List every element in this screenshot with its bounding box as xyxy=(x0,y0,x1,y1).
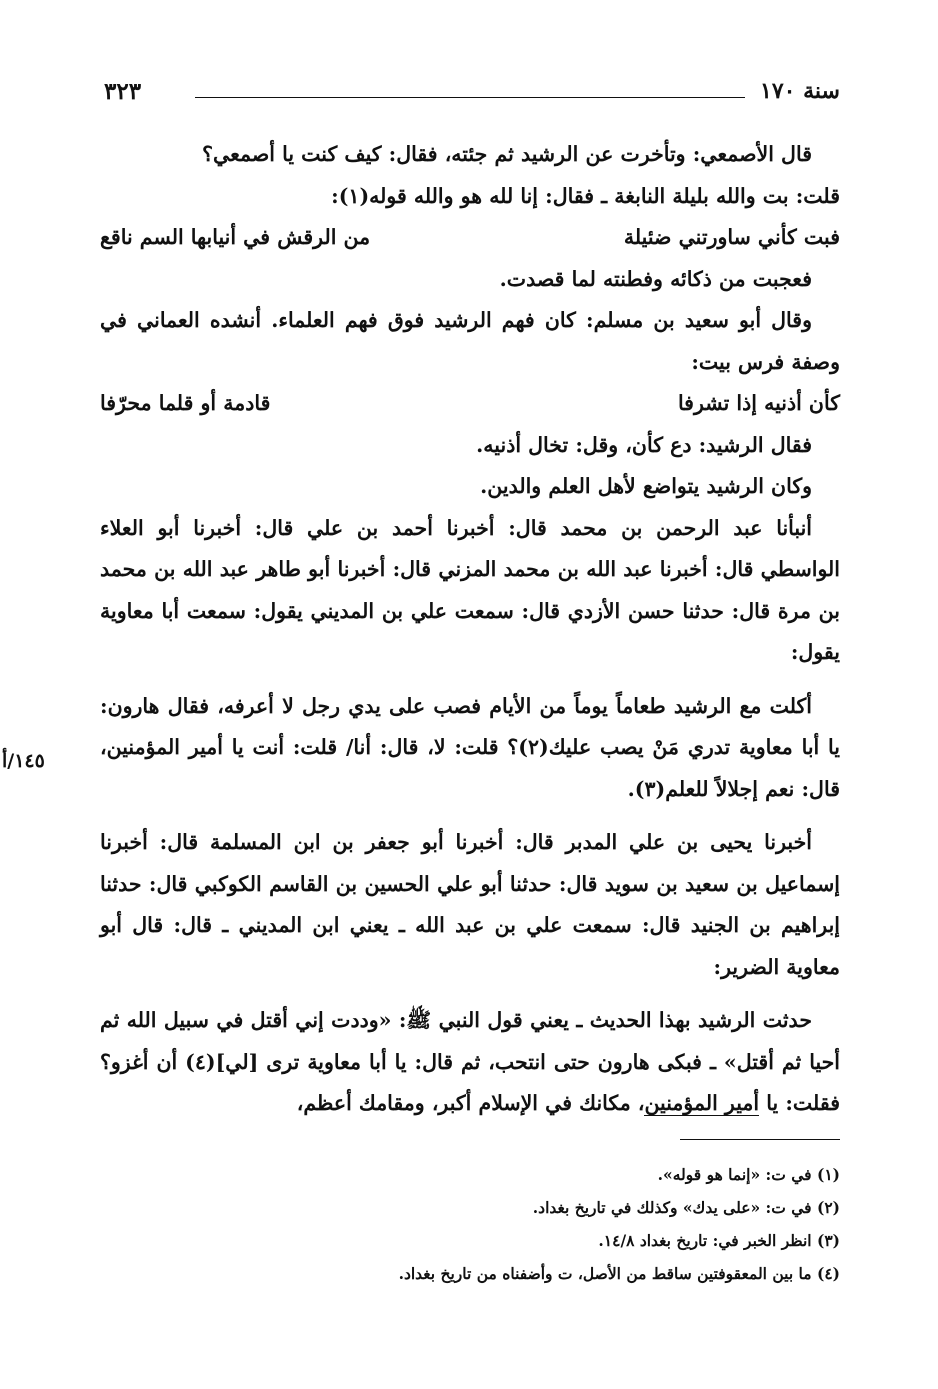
book-page xyxy=(2,78,840,1318)
footnote-separator xyxy=(680,1139,840,1140)
paragraph-wrapper-meal xyxy=(2,686,840,811)
footnote-1: (١) في ت: «إنما هو قوله». xyxy=(657,1164,840,1184)
verse-horse xyxy=(100,383,840,425)
footnotes xyxy=(100,1158,840,1290)
paragraph-rashid-says: فقال الرشيد: دع كأن، وقل: تخال أذنيه. xyxy=(476,432,812,457)
paragraph-asmai: قال الأصمعي: وتأخرت عن الرشيد ثم جئته، فقال: كيف كنت يا أصمعي؟ xyxy=(202,142,812,166)
header-rule xyxy=(195,97,745,98)
page-number: ٣٢٣ xyxy=(104,78,142,105)
verse-hemistich-second: قادمة أو قلما محرّفا xyxy=(100,391,271,415)
verse-hemistich-second: من الرقش في أنيابها السم ناقع xyxy=(100,225,371,249)
running-head-year: سنة ١٧٠ xyxy=(760,78,840,104)
paragraph-humility: وكان الرشيد يتواضع لأهل العلم والدين. xyxy=(480,474,812,498)
page-header xyxy=(100,78,840,112)
verse-hemistich-first: كأن أذنيه إذا تشرفا xyxy=(677,391,840,415)
verse-hemistich-first: فبت كأني ساورتني ضئيلة xyxy=(623,225,840,249)
paragraph-abu-said: وقال أبو سعيد بن مسلم: كان فهم الرشيد فوق فهم العلماء. أنشده العماني في وصفة فرس بيت: xyxy=(100,308,840,374)
footnote-2: (٢) في ت: «على يدك» وكذلك في تاريخ بغداد. xyxy=(532,1197,840,1217)
footnote-4: (٤) ما بين المعقوفتين ساقط من الأصل، ت وأضفناه من تاريخ بغداد. xyxy=(398,1263,840,1283)
paragraph-meal: أكلت مع الرشيد طعاماً يوماً من الأيام فصب على يدي رجل لا أعرفه، فقال هارون: يا أبا معاوية تدري مَنْ يصب عليك(٢)؟ قلت: لا، قال: أنا/ قلت: أنت يا أمير المؤمنين، قال: نعم إجلالاً للعلم(٣). xyxy=(100,693,840,801)
main-text xyxy=(2,134,840,1125)
paragraph-isnad-1: أنبأنا عبد الرحمن بن محمد قال: أخبرنا أحمد بن علي قال: أخبرنا أبو العلاء الواسطي قال: أخبرنا عبد الله بن محمد المزني قال: أخبرنا أبو طاهر عبد الله بن محمد بن مرة قال: حدثنا حسن الأزدي قال: سمعت علي بن المديني يقول: سمعت أبا معاوية يقول: xyxy=(100,515,840,664)
paragraph-wonder: فعجبت من ذكائه وفطنته لما قصدت. xyxy=(499,266,812,291)
underlined-title: أمير المؤمنين xyxy=(644,1091,760,1115)
hadith-text-start: حدثت الرشيد بهذا الحديث ـ يعني قول النبي ﷺ: «وددت إني أقتل في سبيل الله ثم أحيا ثم أقتل» ـ فبكى هارون حتى انتحب، ثم قال: يا أبا معاوية ترى [لي](٤) أن أغزو؟ فقلت: يا xyxy=(100,1008,840,1115)
footnote-3: (٣) انظر الخبر في: تاريخ بغداد ١٤/٨. xyxy=(598,1230,840,1250)
paragraph-nabigha: قلت: بت والله بليلة النابغة ـ فقال: إنا لله هو والله قوله(١): xyxy=(331,183,840,208)
manuscript-folio-note: ١٤٥/أ xyxy=(2,749,45,772)
verse-nabigha xyxy=(100,217,840,259)
hadith-text-end: ، مكانك في الإسلام أكبر، ومقامك أعظم، xyxy=(296,1091,645,1115)
paragraph-isnad-2: أخبرنا يحيى بن علي المدبر قال: أخبرنا أبو جعفر بن ابن المسلمة قال: أخبرنا إسماعيل بن سعيد بن سويد قال: حدثنا أبو علي الحسين بن القاسم الكوكبي قال: حدثنا إبراهيم بن الجنيد قال: سمعت علي بن عبد الله ـ يعني ابن المديني ـ قال: قال أبو معاوية الضرير: xyxy=(100,830,840,979)
paragraph-hadith xyxy=(100,1000,840,1125)
